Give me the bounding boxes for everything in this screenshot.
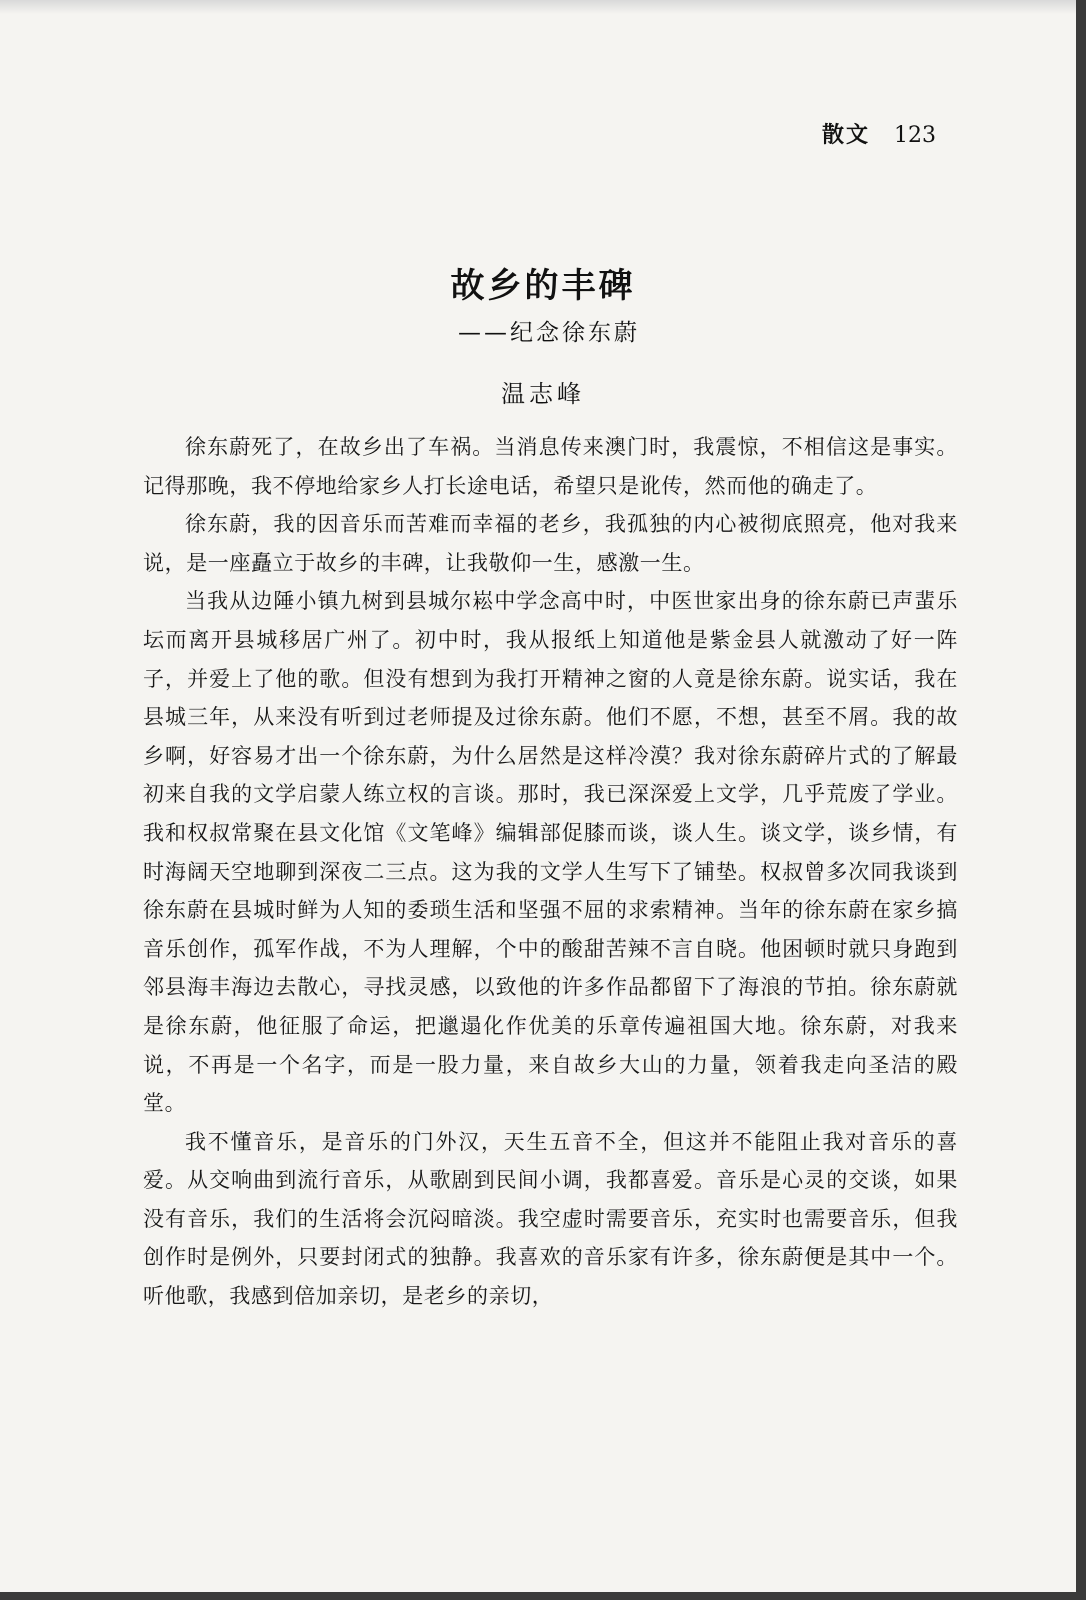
article-body: [143, 428, 958, 1316]
page-number: 123: [894, 123, 936, 148]
paragraph-2: 徐东蔚，我的因音乐而苦难而幸福的老乡，我孤独的内心被彻底照亮，他对我来说，是一座矗立于故乡的丰碑，让我敬仰一生，感激一生。: [143, 512, 958, 575]
running-header: [822, 118, 936, 149]
paragraph-3: 当我从边陲小镇九树到县城尔崧中学念高中时，中医世家出身的徐东蔚已声蜚乐坛而离开县城移居广州了。初中时，我从报纸上知道他是紫金县人就激动了好一阵子，并爱上了他的歌。但没有想到为我打开精神之窗的人竟是徐东蔚。说实话，我在县城三年，从来没有听到过老师提及过徐东蔚。他们不愿，不想，甚至不屑。我的故乡啊，好容易才出一个徐东蔚，为什么居然是这样冷漠？我对徐东蔚碎片式的了解最初来自我的文学启蒙人练立权的言谈。那时，我已深深爱上文学，几乎荒废了学业。我和权叔常聚在县文化馆《文笔峰》编辑部促膝而谈，谈人生。谈文学，谈乡情，有时海阔天空地聊到深夜二三点。这为我的文学人生写下了铺垫。权叔曾多次同我谈到徐东蔚在县城时鲜为人知的委琐生活和坚强不屈的求索精神。当年的徐东蔚在家乡搞音乐创作，孤军作战，不为人理解，个中的酸甜苦辣不言自晓。他困顿时就只身跑到邻县海丰海边去散心，寻找灵感，以致他的许多作品都留下了海浪的节拍。徐东蔚就是徐东蔚，他征服了命运，把邋遢化作优美的乐章传遍祖国大地。徐东蔚，对我来说，不再是一个名字，而是一股力量，来自故乡大山的力量，领着我走向圣洁的殿堂。: [143, 589, 958, 1116]
section-name: 散文: [821, 123, 870, 148]
page-top-shadow: [0, 0, 1076, 14]
paragraph-4: 我不懂音乐，是音乐的门外汉，天生五音不全，但这并不能阻止我对音乐的喜爱。从交响曲到流行音乐，从歌剧到民间小调，我都喜爱。音乐是心灵的交谈，如果没有音乐，我们的生活将会沉闷暗淡。我空虚时需要音乐，充实时也需要音乐，但我创作时是例外，只要封闭式的独静。我喜欢的音乐家有许多，徐东蔚便是其中一个。听他歌，我感到倍加亲切，是老乡的亲切，: [143, 1129, 958, 1309]
article-subtitle: ——纪念徐东蔚: [458, 320, 640, 346]
article-author: 温志峰: [501, 380, 585, 408]
paragraph-1: 徐东蔚死了，在故乡出了车祸。当消息传来澳门时，我震惊，不相信这是事实。记得那晚，我不停地给家乡人打长途电话，希望只是讹传，然而他的确走了。: [143, 435, 958, 498]
article-title: 故乡的丰碑: [450, 266, 636, 306]
